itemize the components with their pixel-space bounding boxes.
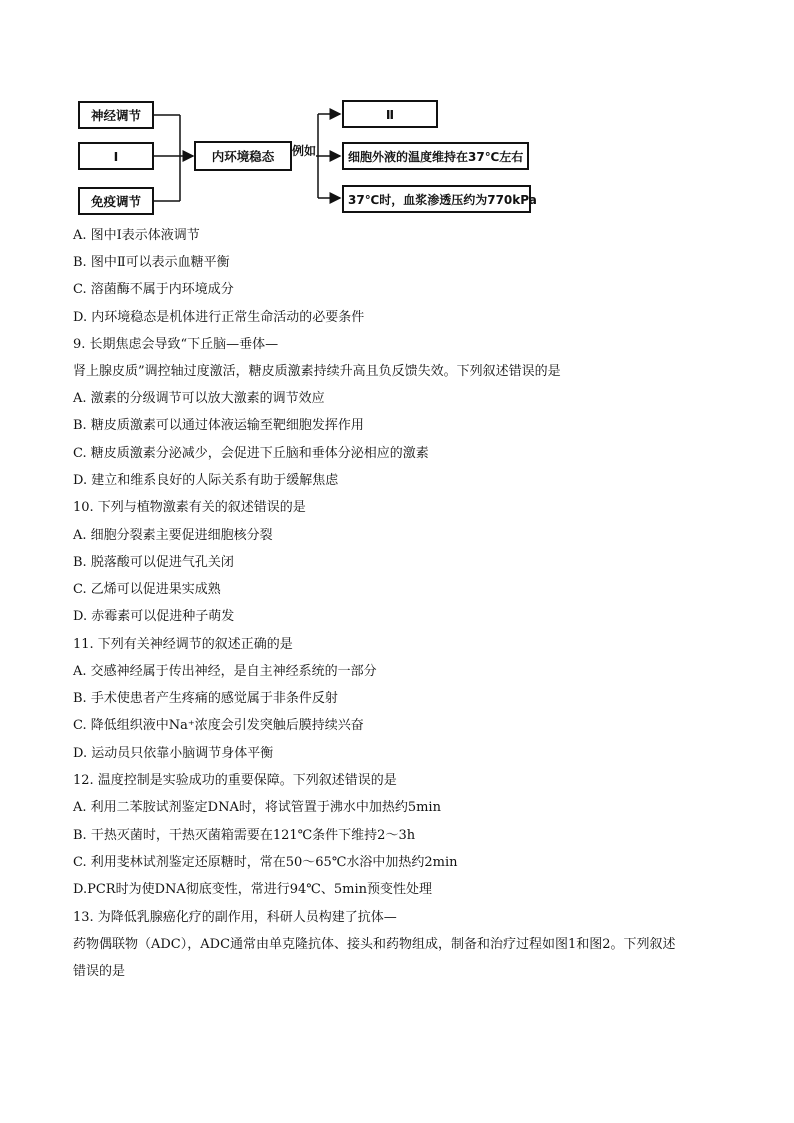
option-9d: D. 建立和维系良好的人际关系有助于缓解焦虑 [73,473,339,488]
box-immune-regulation: 免疫调节 [78,187,154,215]
box-osmotic-pressure-example: 37℃时，血浆渗透压约为770kPa [342,185,531,213]
option-12c: C. 利用斐林试剂鉴定还原糖时，常在50～65℃水浴中加热约2min [73,855,458,870]
option-10d: D. 赤霉素可以促进种子萌发 [73,609,235,624]
option-10c: C. 乙烯可以促进果实成熟 [73,582,221,597]
option-8c: C. 溶菌酶不属于内环境成分 [73,282,234,297]
option-10a: A. 细胞分裂素主要促进细胞核分裂 [73,528,273,543]
question-13-stem: 13. 为降低乳腺癌化疗的副作用，科研人员构建了抗体— [73,910,397,925]
option-9a: A. 激素的分级调节可以放大激素的调节效应 [73,391,325,406]
option-11d: D. 运动员只依靠小脑调节身体平衡 [73,746,274,761]
option-12d: D.PCR时为使DNA彻底变性，常进行94℃、5min预变性处理 [73,882,432,897]
option-8d: D. 内环境稳态是机体进行正常生命活动的必要条件 [73,310,365,325]
option-11a: A. 交感神经属于传出神经，是自主神经系统的一部分 [73,664,377,679]
question-13-stem-end: 错误的是 [73,964,126,979]
option-9c: C. 糖皮质激素分泌减少，会促进下丘脑和垂体分泌相应的激素 [73,446,429,461]
option-10b: B. 脱落酸可以促进气孔关闭 [73,555,234,570]
question-9-stem: 9. 长期焦虑会导致“下丘脑—垂体— [73,337,279,352]
box-neural-regulation: 神经调节 [78,101,154,129]
label-for-example: 例如 [292,144,317,158]
box-temperature-example: 细胞外液的温度维持在37℃左右 [342,142,529,170]
box-example-ii: Ⅱ [342,100,438,128]
question-11-stem: 11. 下列有关神经调节的叙述正确的是 [73,637,293,652]
box-homeostasis: 内环境稳态 [194,141,292,171]
question-10-stem: 10. 下列与植物激素有关的叙述错误的是 [73,500,306,515]
option-12b: B. 干热灭菌时，干热灭菌箱需要在121℃条件下维持2～3h [73,828,416,843]
question-12-stem: 12. 温度控制是实验成功的重要保障。下列叙述错误的是 [73,773,397,788]
option-12a: A. 利用二苯胺试剂鉴定DNA时，将试管置于沸水中加热约5min [73,800,441,815]
box-regulation-i: Ⅰ [78,142,154,170]
question-9-stem-cont: 肾上腺皮质”调控轴过度激活，糖皮质激素持续升高且负反馈失效。下列叙述错误的是 [73,364,561,379]
question-13-stem-cont: 药物偶联物（ADC），ADC通常由单克隆抗体、接头和药物组成，制备和治疗过程如图1和图2。下列叙述 [73,937,676,952]
concept-diagram [0,0,794,230]
option-8b: B. 图中Ⅱ可以表示血糖平衡 [73,255,230,270]
option-9b: B. 糖皮质激素可以通过体液运输至靶细胞发挥作用 [73,418,364,433]
option-11b: B. 手术使患者产生疼痛的感觉属于非条件反射 [73,691,338,706]
option-8a: A. 图中Ⅰ表示体液调节 [73,228,200,243]
option-11c: C. 降低组织液中Na⁺浓度会引发突触后膜持续兴奋 [73,718,364,733]
